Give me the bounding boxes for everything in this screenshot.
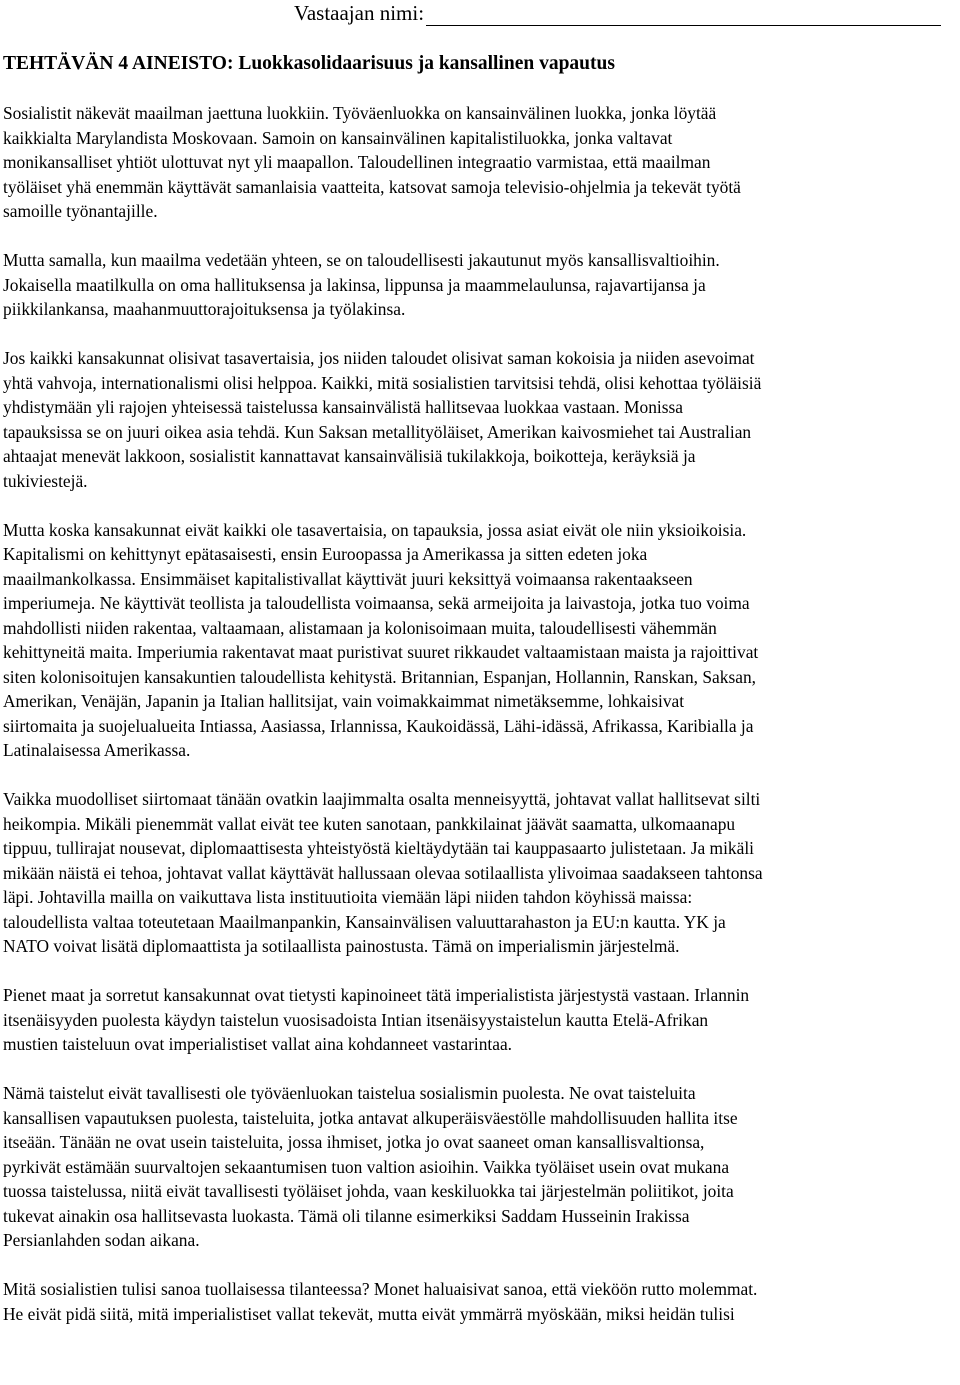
paragraph-line: imperiumeja. Ne käyttivät teollista ja taloudellista voimaansa, sekä armeijoita ja laivastoja, jotka tuo voima bbox=[3, 593, 750, 613]
paragraph-8 bbox=[3, 1277, 955, 1326]
document-title: TEHTÄVÄN 4 AINEISTO: Luokkasolidaarisuus ja kansallinen vapautus bbox=[3, 53, 615, 74]
paragraph-line: itseään. Tänään ne ovat usein taisteluita, jossa ihmiset, jotka jo ovat saaneet oman kansallisvaltionsa, bbox=[3, 1132, 705, 1152]
paragraph-line: Persianlahden sodan aikana. bbox=[3, 1230, 200, 1250]
paragraph-line: kehittyneitä maita. Imperiumia rakentavat maat puristivat suuret rikkaudet valtaamistaan maista ja rajoittivat bbox=[3, 642, 759, 662]
paragraph-1 bbox=[3, 101, 955, 224]
paragraph-line: samoille työnantajille. bbox=[3, 201, 158, 221]
paragraph-line: maailmankolkassa. Ensimmäiset kapitalistivallat käyttivät juuri keksittyä voimaansa rakentaakseen bbox=[3, 568, 693, 589]
respondent-name-label: Vastaajan nimi: bbox=[294, 1, 425, 25]
paragraph-line: Kapitalismi on kehittynyt epätasaisesti, ensin Euroopassa ja Amerikassa ja sitten edeten joka bbox=[3, 544, 648, 564]
paragraph-line: Vaikka muodolliset siirtomaat tänään ovatkin laajimmalta osalta menneisyyttä, johtavat vallat hallitsevat silti bbox=[3, 789, 761, 809]
paragraph-line: tuossa taistelussa, niitä eivät tavallisesti työläiset johda, vaan keskiluokka tai järjestelmän poliitikot, joita bbox=[3, 1181, 734, 1201]
paragraph-5 bbox=[3, 787, 955, 959]
paragraph-line: tukiviestejä. bbox=[3, 470, 88, 491]
paragraph-3 bbox=[3, 346, 955, 493]
respondent-name-line bbox=[294, 0, 941, 26]
paragraph-line: työläiset yhä enemmän käyttävät samanlaisia vaatteita, katsovat samoja televisio-ohjelmia ja tekevät työtä bbox=[3, 176, 741, 197]
paragraph-line: Mitä sosialistien tulisi sanoa tuollaisessa tilanteessa? Monet haluaisivat sanoa, että vieköön rutto molemmat. bbox=[3, 1279, 758, 1299]
paragraph-line: piikkilankansa, maahanmuuttorajoituksensa ja työlakinsa. bbox=[3, 299, 406, 319]
paragraph-line: Sosialistit näkevät maailman jaettuna luokkiin. Työväenluokka on kansainvälinen luokka, jonka löytää bbox=[3, 103, 717, 123]
paragraph-line: yhtä vahvoja, internationalismi olisi helppoa. Kaikki, mitä sosialistien tarvitsisi tehdä, olisi kehottaa työläisiä bbox=[3, 372, 762, 393]
respondent-name-blank[interactable] bbox=[426, 6, 941, 26]
paragraph-line: Jos kaikki kansakunnat olisivat tasavertaisia, jos niiden taloudet olisivat saman kokoisia ja niiden asevoimat bbox=[3, 348, 755, 368]
paragraph-line: NATO voivat lisätä diplomaattista ja sotilaallista painostusta. Tämä on imperialismin järjestelmä. bbox=[3, 936, 680, 956]
paragraph-line: tukevat ainakin osa hallitsevasta luokasta. Tämä oli tilanne esimerkiksi Saddam Husseinin Irakissa bbox=[3, 1205, 690, 1226]
paragraph-line: heikompia. Mikäli pienemmät vallat eivät tee kuten sanotaan, pankkilainat jäävät saamatta, ulkomaanapu bbox=[3, 813, 736, 834]
paragraph-line: Jokaisella maatilkulla on oma hallituksensa ja lakinsa, lippunsa ja maammelaulunsa, rajavartijansa ja bbox=[3, 274, 706, 295]
paragraph-line: siten kolonisoitujen kansakuntien taloudellista kehitystä. Britannian, Espanjan, Hollannin, Ranskan, Saksan, bbox=[3, 666, 756, 687]
paragraph-line: kaikkialta Marylandista Moskovaan. Samoin on kansainvälinen kapitalistiluokka, jonka valtavat bbox=[3, 127, 673, 148]
paragraph-line: Pienet maat ja sorretut kansakunnat ovat tietysti kapinoineet tätä imperialistista järjestystä vastaan. Irlannin bbox=[3, 985, 750, 1005]
paragraph-2 bbox=[3, 248, 955, 322]
paragraph-line: Latinalaisessa Amerikassa. bbox=[3, 740, 191, 760]
paragraph-line: pyrkivät estämään suurvaltojen sekaantumisen tuon valtion asioihin. Vaikka työläiset usein ovat mukana bbox=[3, 1156, 730, 1177]
paragraph-line: siirtomaita ja suojelualueita Intiassa, Aasiassa, Irlannissa, Kaukoidässä, Lähi-idässä, Afrikassa, Karibialla ja bbox=[3, 715, 754, 736]
paragraph-4 bbox=[3, 518, 955, 763]
paragraph-line: Mutta koska kansakunnat eivät kaikki ole tasavertaisia, on tapauksia, jossa asiat eivät ole niin yksioikoisia. bbox=[3, 519, 747, 540]
paragraph-line: itsenäisyyden puolesta käydyn taistelun vuosisadoista Intian itsenäisyystaistelun kautta Etelä-Afrikan bbox=[3, 1009, 709, 1030]
paragraph-line: mikään näistä ei tehoa, johtavat vallat käyttävät hallussaan olevaa sotilaallista ylivoimaa saadakseen tahtonsa bbox=[3, 862, 763, 883]
paragraph-line: mustien taisteluun ovat imperialistiset vallat aina kohdanneet vastarintaa. bbox=[3, 1034, 513, 1054]
paragraph-6 bbox=[3, 983, 955, 1057]
paragraph-line: Nämä taistelut eivät tavallisesti ole työväenluokan taistelua sosialismin puolesta. Ne ovat taisteluita bbox=[3, 1083, 696, 1103]
document-body bbox=[3, 101, 955, 1351]
paragraph-line: yhdistymään yli rajojen yhteisessä taistelussa kansainvälistä hallitsevaa luokkaa vastaan. Monissa bbox=[3, 397, 684, 417]
paragraph-7 bbox=[3, 1081, 955, 1253]
paragraph-line: mahdollisti niiden rakentaa, valtaamaan, alistamaan ja kolonisoimaan muita, taloudellisesti vähemmän bbox=[3, 617, 717, 638]
paragraph-line: tapauksissa se on juuri oikea asia tehdä. Kun Saksan metallityöläiset, Amerikan kaivosmiehet tai Australian bbox=[3, 421, 752, 442]
paragraph-line: taloudellista valtaa toteutetaan Maailmanpankin, Kansainvälisen valuuttarahaston ja EU:n kautta. YK ja bbox=[3, 911, 726, 932]
paragraph-line: monikansalliset yhtiöt ulottuvat nyt yli maapallon. Taloudellinen integraatio varmistaa, että maailman bbox=[3, 152, 711, 172]
paragraph-line: tippuu, tullirajat nousevat, diplomaattisesta yhteistyöstä kieltäydytään tai kauppasaarto julistetaan. Ja mikäli bbox=[3, 838, 754, 858]
paragraph-line: kansallisen vapautuksen puolesta, taisteluita, jotka antavat alkuperäisväestölle mahdollisuuden hallita itse bbox=[3, 1107, 738, 1128]
paragraph-line: Amerikan, Venäjän, Japanin ja Italian hallitsijat, vain voimakkaimmat nimetäksemme, lohkaisivat bbox=[3, 691, 685, 711]
paragraph-line: läpi. Johtavilla mailla on vaikuttava lista instituutioita viemään läpi niiden tahdon köyhissä maissa: bbox=[3, 887, 693, 907]
paragraph-line: Mutta samalla, kun maailma vedetään yhteen, se on taloudellisesti jakautunut myös kansallisvaltioihin. bbox=[3, 250, 720, 270]
paragraph-line: He eivät pidä siitä, mitä imperialistiset vallat tekevät, mutta eivät ymmärrä myöskään, miksi heidän tulisi bbox=[3, 1303, 735, 1324]
paragraph-line: ahtaajat menevät lakkoon, sosialistit kannattavat kansainvälisiä tukilakkoja, boikotteja, keräyksiä ja bbox=[3, 446, 696, 466]
